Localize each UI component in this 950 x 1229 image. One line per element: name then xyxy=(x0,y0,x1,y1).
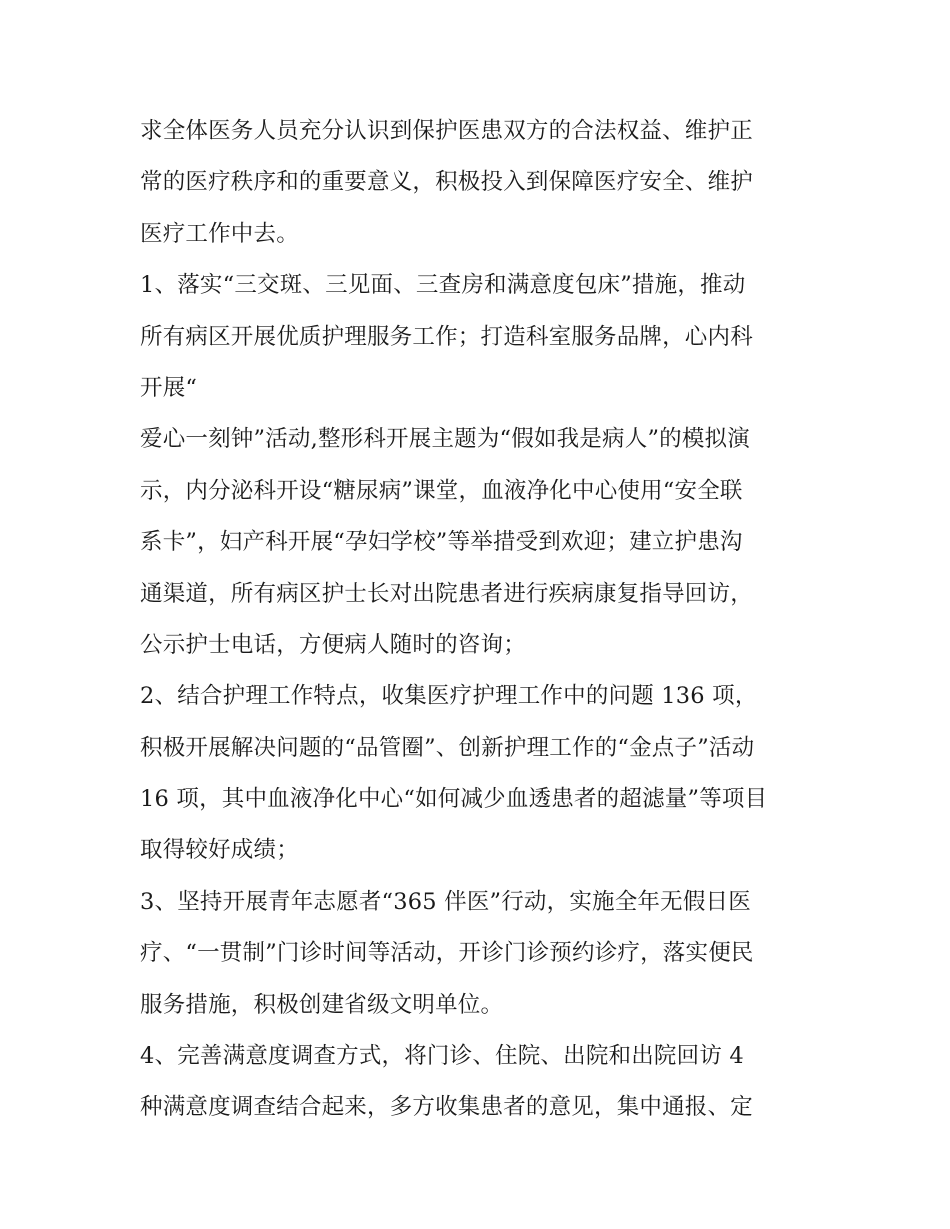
text-line: 开展“ xyxy=(140,374,198,401)
text-line: 常的医疗秩序和的重要意义，积极投入到保障医疗安全、维护 xyxy=(140,169,753,196)
text-line: 3、坚持开展青年志愿者“365 伴医”行动，实施全年无假日医 xyxy=(140,888,751,915)
text-line: 通渠道，所有病区护士长对出院患者进行疾病康复指导回访， xyxy=(140,580,753,607)
text-line: 4、完善满意度调查方式，将门诊、住院、出院和出院回访 4 xyxy=(140,1043,744,1070)
text-line: 积极开展解决问题的“品管圈”、创新护理工作的“金点子”活动 xyxy=(140,734,755,761)
text-line: 示，内分泌科开设“糖尿病”课堂，血液净化中心使用“安全联 xyxy=(140,477,743,504)
text-line: 爱心一刻钟”活动,整形科开展主题为“假如我是病人”的模拟演 xyxy=(140,426,750,453)
text-line: 医疗工作中去。 xyxy=(140,220,299,247)
text-line: 系卡”，妇产科开展“孕妇学校”等举措受到欢迎；建立护患沟 xyxy=(140,529,743,556)
text-line: 种满意度调查结合起来，多方收集患者的意见，集中通报、定 xyxy=(140,1094,753,1121)
text-line: 所有病区开展优质护理服务工作；打造科室服务品牌，心内科 xyxy=(140,323,753,350)
document-body xyxy=(140,106,830,1134)
text-line: 求全体医务人员充分认识到保护医患双方的合法权益、维护正 xyxy=(140,118,753,144)
text-line: 公示护士电话，方便病人随时的咨询； xyxy=(140,631,526,658)
text-line: 取得较好成绩； xyxy=(140,837,299,864)
text-line: 2、结合护理工作特点，收集医疗护理工作中的问题 136 项， xyxy=(140,683,758,710)
text-line: 服务措施，积极创建省级文明单位。 xyxy=(140,991,504,1018)
text-line: 1、落实“三交斑、三见面、三查房和满意度包床”措施，推动 xyxy=(140,272,746,299)
text-line: 16 项，其中血液净化中心“如何减少血透患者的超滤量”等项目 xyxy=(140,786,768,813)
text-line: 疗、“一贯制”门诊时间等活动，开诊门诊预约诊疗，落实便民 xyxy=(140,940,754,967)
